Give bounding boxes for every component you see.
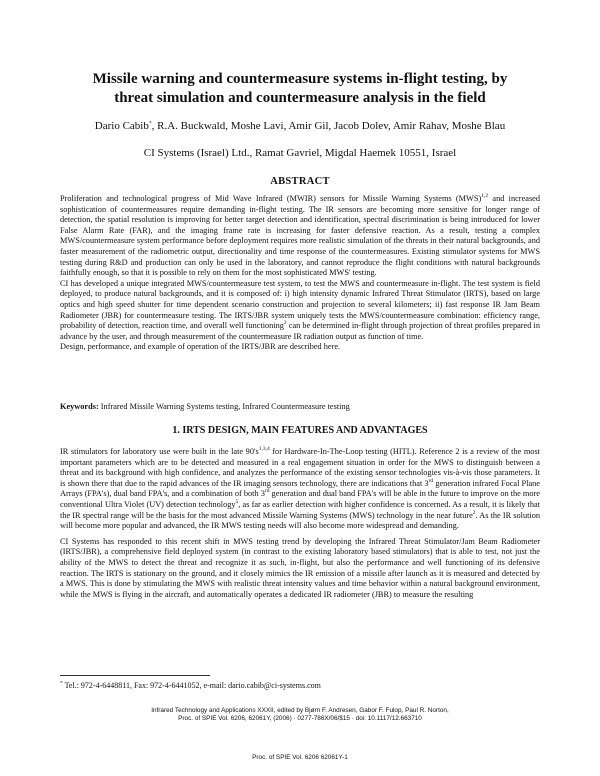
section-1-paragraph-2: CI Systems has responded to this recent shift in MWS testing trend by developing the Infrared Threat Stimulator/Jam Beam Radiometer (IRTS/JBR), a comprehensive field deployed system (in contrast to the existing laboratory based stimulators) that is able to test, not just the ability of the MWS to detect the threat and recognize it as such, in-flight, but also the performance and well functioning of its defensive reaction. The IRTS is stationary on the ground, and it closely mimics the IR emission of a missile after launch as it is measured and detected by a MWS. This is done by stimulating the MWS with realistic threat intensity values and time behavior within a natural background environment, while the MWS is flying in the aircraft, and automatically operates a dedicated IR radiometer (JBR) to measure the resulting [60, 536, 540, 599]
other-authors: , R.A. Buckwald, Moshe Lavi, Amir Gil, Jacob Dolev, Amir Rahav, Moshe Blau [151, 120, 506, 132]
reference-mark: 1,3,4 [258, 446, 270, 453]
corresponding-author-mark: * [148, 120, 152, 127]
page-footer: Proc. of SPIE Vol. 6206 62061Y-1 [252, 754, 348, 761]
abstract-paragraph-2: CI has developed a unique integrated MWS/countermeasure test system, to test the MWS and countermeasure in-flight. The test system is field deployed, to produce natural backgrounds, and it is composed of: i) high intensity dynamic Infrared Threat Stimulator (IRTS), based on large optics and high speed shutter for time dependent scenario construction and projection to several kilometers; ii) fast response IR Jam Beam Radiometer (JBR) for countermeasure testing. The IRTS/JBR system uniquely tests the MWS/countermeasure combination: efficiency range, probability of detection, reaction time, and overall well functioning$^2$ can be determined in-flight through projection of threat profiles prepared in advance by the user, and through measurement of the countermeasure IR radiation output as function of time. [60, 278, 540, 341]
affiliation: CI Systems (Israel) Ltd., Ramat Gavriel, Migdal Haemek 10551, Israel [143, 147, 457, 159]
proceedings-info [40, 707, 560, 724]
reference-mark: 1,2 [481, 193, 489, 200]
abstract-paragraph-1: Proliferation and technological progress of Mid Wave Infrared (MWIR) sensors for Missile Warning Systems (MWS)$^{1,2}$ and increased sophistication of countermeasures require demanding in-flight testing. The IR sensors are becoming more sensitive for longer range of detection, the spatial resolution is improving for better target detection and identification, spectral discrimination is being introduced for lower False Alarm Rate (FAR), and the imaging frame rate is increasing for faster defensive reaction. As a result, testing a complex MWS/countermeasure system performance before deployment requires more realistic simulation of the threats in their natural backgrounds, and faster measurement of the radiometric output, directionality and time response of the countermeasures. Existing stimulator systems for MWS testing during R&D and production can only be used in the laboratory, and cannot reproduce the flight conditions with natural backgrounds faithfully enough, so that it is possible to rely on them for the most sophisticated MWS' testing. [60, 193, 540, 278]
first-author: Dario Cabib [94, 120, 149, 132]
footnote [60, 681, 540, 690]
footnote-text: Tel.: 972-4-6448811, Fax: 972-4-6441052, e-mail: dario.cabib@ci-systems.com [62, 681, 321, 690]
title-line-2: threat simulation and countermeasure analysis in the field [114, 90, 486, 106]
paper-title [40, 70, 560, 108]
abstract-body [60, 194, 540, 353]
abstract-paragraph-3: Design, performance, and example of operation of the IRTS/JBR are described here. [60, 342, 341, 352]
abstract-heading: ABSTRACT [270, 176, 330, 187]
proceedings-line-2: Proc. of SPIE Vol. 6206, 62061Y, (2006) · 0277-786X/06/$15 · doi: 10.1117/12.663710 [178, 715, 422, 723]
keywords [60, 402, 540, 411]
reference-mark: 5 [235, 499, 239, 506]
section-1-heading: 1. IRTS DESIGN, MAIN FEATURES AND ADVANTAGES [172, 425, 428, 436]
proceedings-line-1: Infrared Technology and Applications XXXII, edited by Bjørn F. Andresen, Gabor F. Fulop, Paul R. Norton, [151, 707, 449, 714]
title-line-1: Missile warning and countermeasure systems in-flight testing, by [92, 71, 508, 87]
author-list [40, 120, 560, 132]
keywords-label: Keywords: [60, 402, 99, 411]
section-1-paragraph-1: IR stimulators for laboratory use were built in the late $90's^{1,3,4}$ for Hardware-In-The-Loop testing (HITL). Reference 2 is a review of the most important parameters which are to be detected and measured in a real engagement situation in order for the MWS to distinguish between a threat and its background with high confidence, and analyzes the performance of the existing sensor technologies vis-à-vis those parameters. It is shown there that due to the rapid advances of the IR imaging sensors technology, there are indications that 3rd generation infrared Focal Plane Arrays (FPA's), dual band FPA's, and a combination of both 3rd generation and dual band FPA's will be able in the future to improve on the more conventional Ultra Violet (UV) detection technology$^5$, as far as earlier detection with higher confidence is concerned. As a result, it is likely that the IR spectral range will be the basis for the most advanced Missile Warning Systems (MWS) technology in the near future$^2$. As the IR solution will become more popular and advanced, the IR MWS testing needs will also become more widespread and demanding. [60, 446, 540, 531]
reference-mark: 2 [472, 509, 476, 516]
footnote-divider [60, 675, 210, 676]
footnote-mark: * [60, 680, 63, 687]
keywords-text: Infrared Missile Warning Systems testing, Infrared Countermeasure testing [98, 402, 350, 411]
section-1-body [60, 447, 540, 605]
reference-mark: 2 [283, 320, 287, 327]
